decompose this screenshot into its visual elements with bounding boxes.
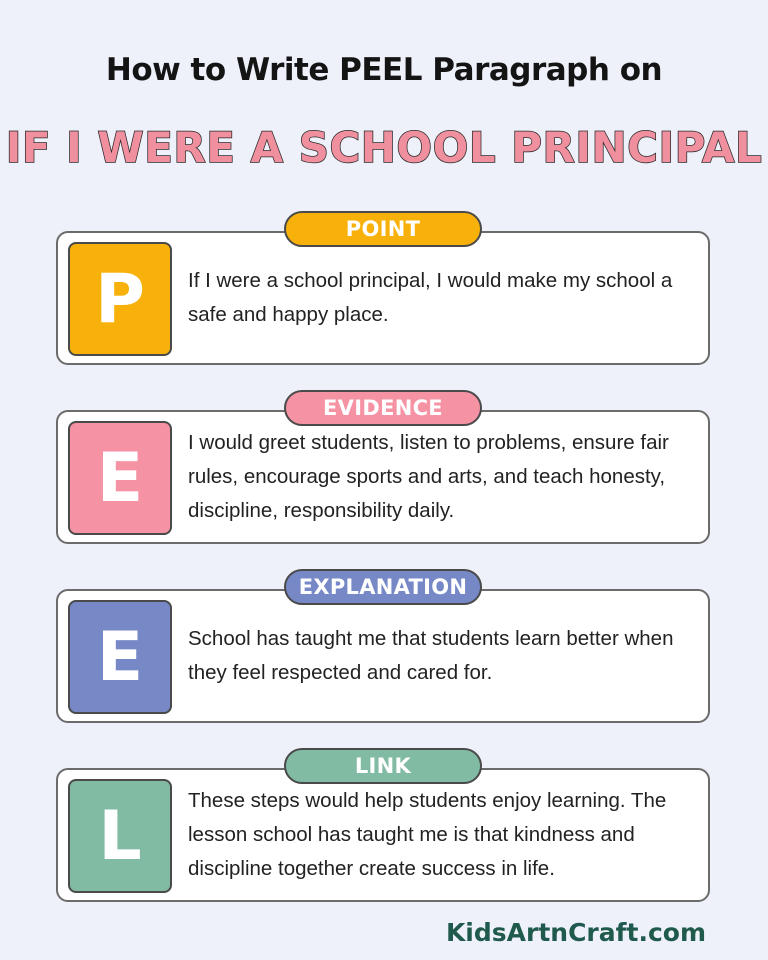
evidence-label-pill: EVIDENCE: [284, 390, 482, 426]
point-letter-box: P: [68, 242, 172, 356]
explanation-text: School has taught me that students learn better when they feel respected and cared for.: [188, 627, 674, 684]
link-label-pill: LINK: [284, 748, 482, 784]
explanation-label-pill: EXPLANATION: [284, 569, 482, 605]
page-subtitle: IF I WERE A SCHOOL PRINCIPAL: [5, 123, 763, 172]
evidence-letter-box: E: [68, 421, 172, 535]
link-letter-box: L: [68, 779, 172, 893]
explanation-card: [56, 589, 710, 723]
explanation-letter-box: E: [68, 600, 172, 714]
evidence-card: [56, 410, 710, 544]
page-title: How to Write PEEL Paragraph on: [105, 52, 663, 88]
point-label-pill: POINT: [284, 211, 482, 247]
point-card: [56, 231, 710, 365]
point-text: If I were a school principal, I would make my school a safe and happy place.: [188, 269, 673, 326]
evidence-text: I would greet students, listen to problems, ensure fair rules, encourage sports and arts, and teach honesty, discipline, responsibility daily.: [188, 431, 669, 522]
link-text: These steps would help students enjoy learning. The lesson school has taught me is that kindness and discipline together create success in life.: [188, 789, 667, 880]
link-card: [56, 768, 710, 902]
footer-brand: KidsArtnCraft.com: [445, 918, 706, 947]
